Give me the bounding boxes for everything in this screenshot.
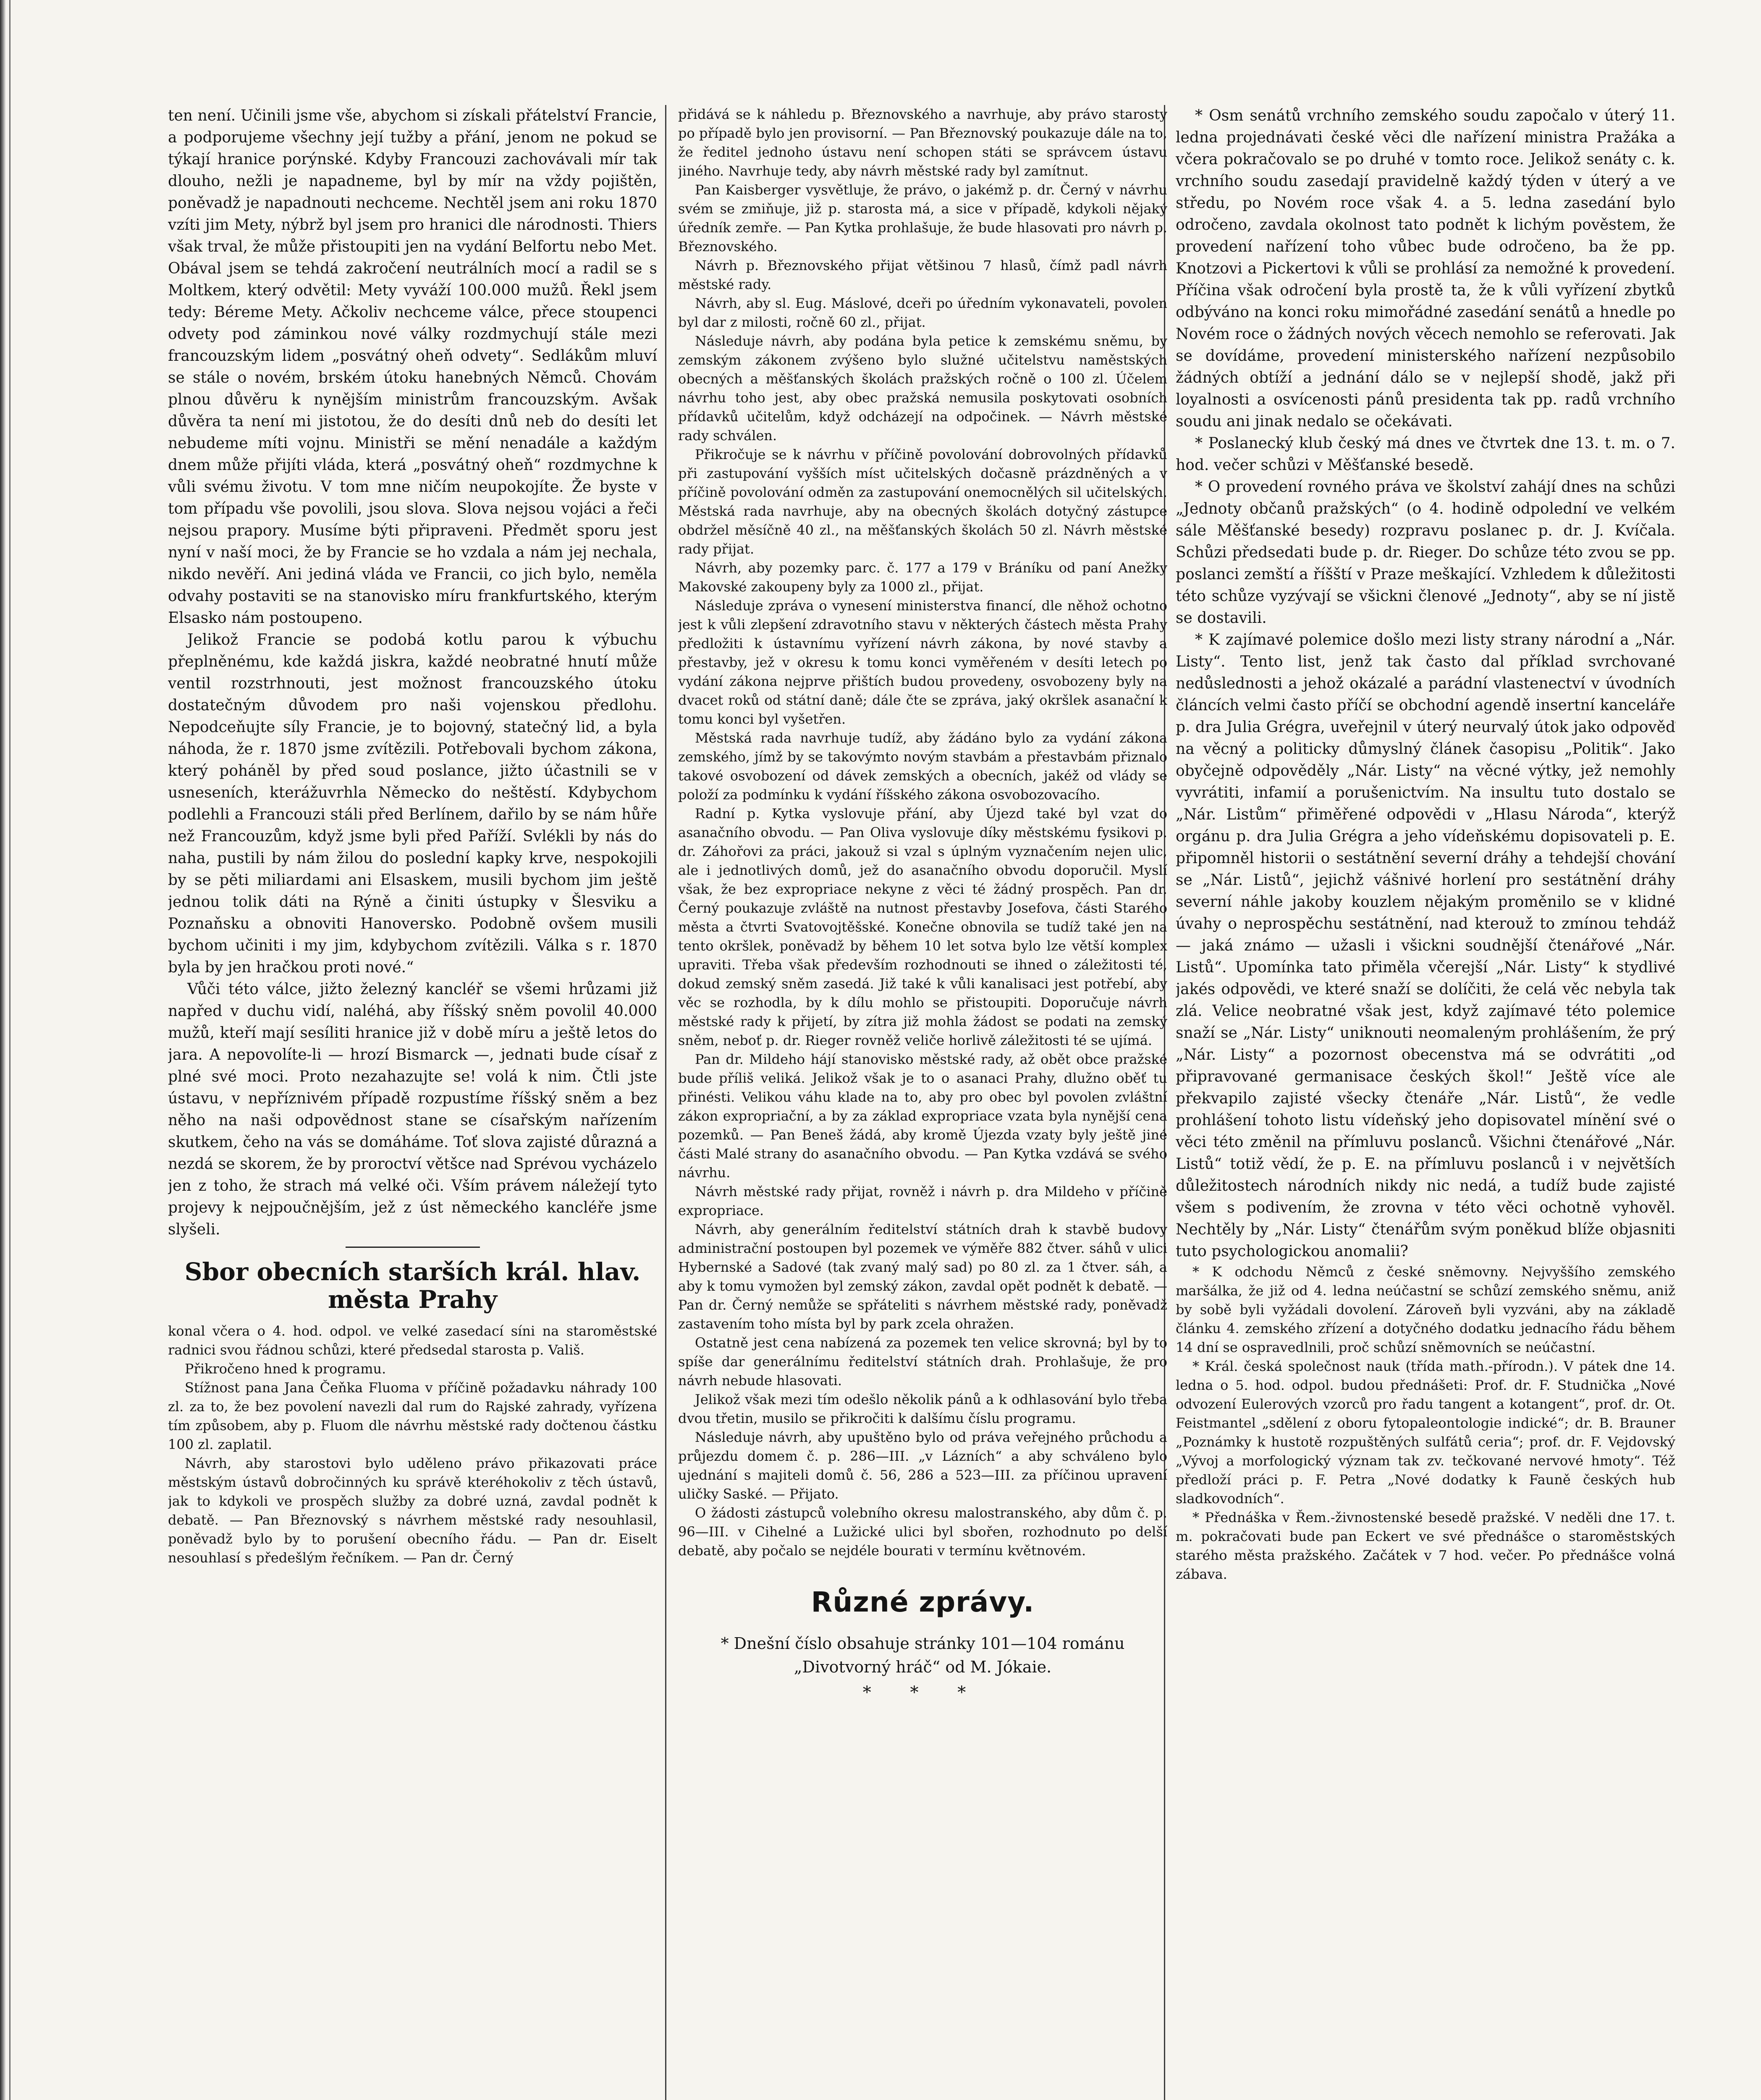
council-paragraph: přidává se k náhledu p. Březnovského a navrhuje, aby právo starosty po případě bylo jen provisorní. — Pan Březnovský poukazuje dále na to, že ředitel jednoho ústavu není schopen státi se správcem ústavu jiného. Navrhuje tedy, aby návrh městské rady byl zamítnut. — [678, 106, 1167, 179]
council-paragraph: Návrh p. Březnovského přijat většinou 7 hlasů, čímž padl návrh městské rady. — [678, 257, 1167, 292]
news-section-heading: Různé zprávy. — [811, 1586, 1035, 1618]
news-item: * K zajímavé polemice došlo mezi listy strany národní a „Nár. Listy“. Tento list, jenž tak často dal příklad svrchované nedůslednosti a jehož okázalé a parádní vlastenectví v úvodních článcích velmi často příčí se obchodní agendě insertní kanceláře p. dra Julia Grégra, uveřejnil v úterý neurvalý útok jako odpověď na věcný a politicky důmyslný článek časopisu „Politik“. Jako obyčejně odpověděly „Nár. Listy“ na věcné výtky, jež nemohly vyvrátiti, infamií a porušenictvím. Na insultu tuto dostalo se „Nár. Listům“ přiměřené odpovědi v „Hlasu Národa“, kterýž orgánu p. dra Julia Grégra a jeho vídeňskému dopisovateli p. E. připomněl historii o sestátnění severní dráhy a tehdejší chování se „Nár. Listů“, jejichž vášnivé horlení pro sestátnění dráhy severní náhle jakoby kouzlem nějakým proměnilo se v klidné úvahy o neprospěchu sestátnění, nad kterouž to zmínou tehdáž — jaká známo — užasli i všickni soudnější čtenářové „Nár. Listů“. Upomínka tato přiměla včerejší „Nár. Listy“ k stydlivé jakés odpovědi, ve které snaží se dolíčiti, že celá věc nebyla tak zlá. Velice neobratné však jest, když zajímavé této polemice snaží se „Nár. Listy“ uniknouti neomaleným prohlášením, že prý „Nár. Listy“ a pozornost obecenstva má se odvrátiti „od připravované germanisace českých škol!“ Ještě více ale překvapilo zajisté všecky čtenáře „Nár. Listů“, že vedle prohlášení tohoto listu vídeňský jeho dopisovatel mínění své o věci této změnil na přímluvu poslanců. Všichni čtenářové „Nár. Listů“ totiž vědí, že p. E. na přímluvu poslanců i v největších důležitostech národních nikdy nic nedá, a tudíž bude zajisté všem s podivením, že zrovna v této věci ochotně vyhověl. Nechtěly by „Nár. Listy“ čtenářům svým poněkud blíže objasniti tuto psychologickou anomalii? — [1176, 631, 1675, 1260]
ornament-stars: * * * — [862, 1683, 983, 1702]
council-paragraph: Návrh městské rady přijat, rovněž i návrh p. dra Mildeho v příčině expropriace. — [678, 1184, 1167, 1218]
council-paragraph: Návrh, aby pozemky parc. č. 177 a 179 v Bráníku od paní Anežky Makovské zakoupeny byly za 1000 zl., přijat. — [678, 560, 1167, 595]
council-paragraph: Návrh, aby generálním ředitelství státních drah k stavbě budovy administrační postoupen byl pozemek ve výměře 882 čtver. sáhů v ulici Hybernské a Sadové (tak zvaný malý sad) po 80 zl. za 1 čtver. sáh, a aby k tomu vymožen byl zemský zákon, zavdal opět podnět k debatě. — Pan dr. Černý nemůže se spřáteliti s návrhem městské rady, poněvadž zastavením toho místa byl by park zcela ohražen. — [678, 1221, 1167, 1332]
column-left — [168, 105, 657, 2100]
article-paragraph: Jelikož Francie se podobá kotlu parou k výbuchu přeplněnému, kde každá jiskra, každé neobratné hnutí může ventil rozstrhnouti, jest možnost francouzského útoku dostatečným důvodem pro naši vojenskou předlohu. Nepodceňujte síly Francie, je to bojovný, statečný lid, a byla náhoda, že r. 1870 jsme zvítězili. Potřebovali bychom zákona, který poháněl by před soud poslance, jižto účastnili se v usneseních, kterážuvrhla Německo do neštěstí. Kdybychom podlehli a Francouzi stáli před Berlínem, dařilo by se nám hůře než Francouzům, když jsme byli před Paříží. Svlékli by nás do naha, pustili by nám žilou do poslední kapky krve, nespokojili by se pěti miliardami ani Elsaskem, musili bychom jim ještě jednou tolik dáti na Rýně a činiti ústupky v Šlesviku a Poznaňsku a obnoviti Hanoversko. Podobně ovšem musili bychom učiniti i my jim, kdybychom zvítězili. Válka s r. 1870 byla by jen hračkou proti nové.“ — [168, 631, 657, 976]
council-paragraph: Pan Kaisberger vysvětluje, že právo, o jakémž p. dr. Černý v návrhu svém se zmiňuje, již p. starosta má, a sice v případě, kdykoli nějaký úředník zemře. — Pan Kytka prohlašuje, že bude hlasovati pro návrh p. Březnovského. — [678, 182, 1167, 255]
council-paragraph: Městská rada navrhuje tudíž, aby žádáno bylo za vydání zákona zemského, jímž by se takovýmto novým stavbám a přestavbám přiznalo takové osvobození od dávek zemských a obecních, jakéž od vlády se položí za podmínku k vydání říšského zákona osvobozovacího. — [678, 730, 1167, 803]
news-item: * Poslanecký klub český má dnes ve čtvrtek dne 13. t. m. o 7. hod. večer schůzi v Měšťanské besedě. — [1176, 435, 1675, 474]
council-paragraph: Pan dr. Mildeho hájí stanovisko městské rady, až obět obce pražské bude příliš veliká. Jelikož však je to o asanaci Prahy, dlužno oběť tu přinésti. Velikou váhu klade na to, aby pro obec byl povolen zvláštní zákon expropriační, a by za základ expropriace vzata byla nynější cena pozemků. — Pan Beneš žádá, aby kromě Újezda vzaty byly ještě jiné části Malé strany do asanačního obvodu. — Pan Kytka vzdává se svého návrhu. — [678, 1051, 1167, 1181]
page-binding-line — [9, 0, 10, 2100]
editorial-paragraph: Vůči této válce, jižto železný kancléř se všemi hrůzami již napřed v duchu vidí, naléhá, aby říšský sněm povolil 40.000 mužů, kteří mají sesíliti hranice již v době míru a ještě letos do jara. A nepovolíte-li — hrozí Bismarck —, jednati bude císař z plné své moci. Proto nezahazujte se! volá k nim. Čtli jste ústavu, v nepříznivém případě rozpustíme říšský sněm a bez něho na naši odpovědnost stane se císařským nařízením skutkem, čeho na vás se domáháme. Toť slova zajisté důrazná a nezdá se skorem, že by proroctví většce nad Sprévou vycházelo jen z toho, že strach má velké oči. Vším právem náležejí tyto projevy k nejpoučnějším, jež z úst německého kancléře jsme slyšeli. — [168, 981, 657, 1238]
issue-notice: * Dnešní číslo obsahuje stránky 101—104 románu „Divotvorný hráč“ od M. Jókaie. — [721, 1634, 1125, 1676]
council-paragraph: Návrh, aby starostovi bylo uděleno právo přikazovati práce městským ústavů dobročinných ku správě kteréhokoliv z těch ústavů, jak to kdykoli ve prospěch služby za dobré uzná, zavdal podnět k debatě. — Pan Březnovský s návrhem městské rady nesouhlasil, poněvadž bylo by to porušení obecního řádu. — Pan dr. Eiselt nesouhlasí s předešlým řečníkem. — Pan dr. Černý — [168, 1455, 657, 1566]
council-paragraph: Následuje zpráva o vynesení ministerstva financí, dle něhož ochotno jest k vůli zlepšení zdravotního stavu v některých částech města Prahy předložiti k ústavnímu vyřízení návrh zákona, by nové stavby a přestavby, jež v okresu k tomu konci vyměřeném v desíti letech po vydání zákona nejprve přištích budou provedeny, osvobozeny byly na dvacet roků od státní daně; dále čte se zpráva, jaký okršlek asanační k tomu konci byl vyšetřen. — [678, 598, 1167, 727]
council-paragraph: Následuje návrh, aby upuštěno bylo od práva veřejného průchodu a průjezdu domem č. p. 286—III. „v Lázních“ a aby schváleno bylo ujednání s majiteli domů č. 56, 286 a 523—III. za příčinou upravení uličky Saské. — Přijato. — [678, 1429, 1167, 1502]
article-paragraph: ten není. Učinili jsme vše, abychom si získali přátelství Francie, a podporujeme všechny její tužby a přání, jenom ne pokud se týkají hranice porýnské. Kdyby Francouzi zachovávali mír tak dlouho, nežli je napadneme, byl by mír na vždy pojištěn, poněvadž je napadnouti nechceme. Nechtěl jsem ani roku 1870 vzíti jim Mety, nýbrž byl jsem pro hranici dle národnosti. Thiers však trval, že může přistoupiti jen na vydání Belfortu nebo Met. Obával jsem se tehdá zakročení neutrálních mocí a radil se s Moltkem, který odvětil: Mety vyváží 100.000 mužů. Řekl jsem tedy: Béreme Mety. Ačkoliv nechceme válce, přece stoupenci odvety pod záminkou nové války rozdmychují stále mezi francouzským lidem „posvátný oheň odvety“. Sedlákům mluví se stále o novém, brském útoku hanebných Němců. Chovám plnou důvěru k nynějším ministrům francouzským. Avšak důvěra ta není mi jistotou, že do desíti dnů neb do desíti let nebudeme míti vojnu. Ministři se mění nenadále a každým dnem může přijíti vláda, která „posvátný oheň“ rozdmychne k vůli svému životu. V tom mne ničím neupokojíte. Že byste v tom případu vše povolili, jsou slova. Slova nejsou vojáci a řeči nejsou prapory. Musíme býti připraveni. Předmět sporu jest nyní v naší moci, že by Francie se ho vzdala a nám jej nechala, nikdo nevěří. Ani jediná vláda ve Francii, co jich bylo, neměla odvahy postaviti se na stanovisko míru frankfurtského, kterým Elsasko nám postoupeno. — [168, 107, 657, 627]
news-item: * Král. česká společnost nauk (třída math.-přírodn.). V pátek dne 14. ledna o 5. hod. odpol. budou přednášeti: Prof. dr. F. Studnička „Nové odvození Eulerových vzorců pro řadu tangent a kotangent“, prof. dr. Ot. Feistmantel „sdělení z oboru fytopaleontologie indické“; dr. B. Brauner „Poznámky k hustotě rozpuštěných sulfátů ceria“; prof. dr. F. Vejdovský „Vývoj a morfologický význam tak zv. tečkované nervové hmoty“. Též předloží práci p. F. Petra „Nové dodatky k Fauně českých hub sladkovodních“. — [1176, 1358, 1675, 1507]
council-paragraph: Přikročeno hned k programu. — [185, 1361, 386, 1377]
council-paragraph: konal včera o 4. hod. odpol. ve velké zasedací síni na staroměstské radnici svou řádnou schůzi, které předsedal starosta p. Vališ. — [168, 1323, 657, 1358]
council-paragraph: Návrh, aby sl. Eug. Máslové, dceři po úředním vykonavateli, povolen byl dar z milosti, ročně 60 zl., přijat. — [678, 295, 1167, 330]
council-paragraph: Radní p. Kytka vyslovuje přání, aby Újezd také byl vzat do asanačního obvodu. — Pan Oliva vyslovuje díky městskému fysikovi p. dr. Záhořovi za práci, jakouž si vzal s úplným vyznačením nejen ulic, ale i jednotlivých domů, jež do asanačního obvodu doporučil. Myslí však, že bez expropriace nekyne z věci té žádný prospěch. Pan dr. Černý poukazuje zvláště na nutnost přestavby Josefova, části Starého města a čtvrti Svatovojtěšské. Konečne obnovila se tudíž také jen na tento okršlek, poněvadž by během 10 let sotva bylo lze větší komplex upraviti. Třeba však především rozhodnouti se ihned o záležitosti té, dokud zemský sněm zasedá. Již také k vůli kanalisaci jest potřebí, aby věc se rozhodla, by k dílu mohlo se přistoupiti. Doporučuje návrh městské rady k přijetí, by zítra již mohla žádost se podati na zemský sněm, neboť p. dr. Rieger rovněž veliče horlivě záležitosti té se ujímá. — [678, 806, 1167, 1048]
column-divider-left — [665, 105, 666, 2100]
column-middle — [678, 105, 1167, 2100]
council-section-heading: Sbor obecních starších král. hlav. města Prahy — [184, 1257, 641, 1314]
news-item: * O provedení rovného práva ve školství zahájí dnes na schůzi „Jednoty občanů pražských“ (o 4. hodině odpolední ve velkém sále Měšťanské besedy) rozpravu poslanec p. dr. J. Kvíčala. Schůzi předsedati bude p. dr. Rieger. Do schůze této zvou se pp. poslanci zemští a říšští v Praze meškající. Vzhledem k důležitosti této schůze vyzývají se všickni členové „Jednoty“, aby se ní jistě se dostavili. — [1176, 478, 1675, 627]
council-paragraph: Ostatně jest cena nabízená za pozemek ten velice skrovná; byl by to spíše dar generálnímu ředitelství státních drah. Prohlašuje, že pro návrh nebude hlasovati. — [678, 1335, 1167, 1389]
column-right — [1176, 105, 1675, 2100]
council-paragraph: Jelikož však mezi tím odešlo několik pánů a k odhlasování bylo třeba dvou třetin, musilo se přikročiti k dalšímu číslu programu. — [678, 1391, 1167, 1426]
news-item: * Osm senátů vrchního zemského soudu započalo v úterý 11. ledna projednávati české věci dle nařízení ministra Pražáka a včera pokračovalo se po druhé v tomto roce. Jelikož senáty c. k. vrchního soudu zasedají pravidelně každý týden v úterý a ve středu, po Novém roce však 4. a 5. ledna zasedání bylo odročeno, zavdala okolnost tato podnět k lichým pověstem, že provedení nařízení toho vůbec bude odročeno, ba že pp. Knotzovi a Pickertovi k vůli se prohlásí za nemožné k provedení. Příčina však odročení byla prostě ta, že k vůli vyřízení zbytků odbýváno na konci roku mimořádné zasedání senátů a hnedle po Novém roce o žádných nových věcech nemohlo se referovati. Jak se dovídáme, provedení ministerského nařízení nezpůsobilo žádných obtíží a jednání dálo se v nejlepší shodě, jakž při loyalnosti a osvícenosti pánů presidenta tak pp. radů vrchního soudu ani jinak nedalo se očekávati. — [1176, 107, 1675, 430]
council-paragraph: Stížnost pana Jana Čeňka Fluoma v příčině požadavku náhrady 100 zl. za to, že bez povolení navezli dal rum do Rajské zahrady, vyřízena tím způsobem, aby p. Fluom dle návrhu městské rady dočtenou částku 100 zl. zaplatil. — [168, 1380, 657, 1452]
council-paragraph: Přikročuje se k návrhu v příčině povolování dobrovolných přídavků při zastupování vyšších míst učitelských dočasně prázdněných a v příčině povolování odměn za zastupování onemocnělých sil učitelských. Městská rada navrhuje, aby na obecných školách dotyčný zástupce obdržel měsíčně 40 zl., na měšťanských školách 50 zl. Návrh městské rady přijat. — [678, 446, 1167, 557]
council-paragraph: O žádosti zástupců volebního okresu malostranského, aby dům č. p. 96—III. v Cihelné a Lužické ulici byl sbořen, rozhodnuto po delší debatě, aby počalo se nejdéle bourati v termínu květnovém. — [678, 1505, 1167, 1559]
page-binding-edge — [0, 0, 6, 2100]
council-paragraph: Následuje návrh, aby podána byla petice k zemskému sněmu, by zemským zákonem zvýšeno bylo služné učitelstvu naměstských obecných a měšťanských školách pražských ročně o 100 zl. Účelem návrhu toho jest, aby obec pražská nemusila poskytovati osobních přídavků učitelům, když odcházejí na odpočinek. — Návrh městské rady schválen. — [678, 333, 1167, 444]
section-divider — [346, 1247, 480, 1248]
news-item: * K odchodu Němců z české sněmovny. Nejvyššího zemského maršálka, že již od 4. ledna neúčastní se schůzí zemského sněmu, aniž by sobě byli vyžádali dovolení. Zároveň byli vyzváni, aby na základě článku 4. zemského zřízení a dotyčného dodatku jednacího řádu během 14 dní se ospravedlnili, proč schůzí sněmovních se neúčastní. — [1176, 1264, 1675, 1355]
news-item: * Přednáška v Řem.-živnostenské besedě pražské. V neděli dne 17. t. m. pokračovati bude pan Eckert ve své přednášce o staroměstských starého města pražského. Začátek v 7 hod. večer. Po přednášce volná zábava. — [1176, 1509, 1675, 1582]
